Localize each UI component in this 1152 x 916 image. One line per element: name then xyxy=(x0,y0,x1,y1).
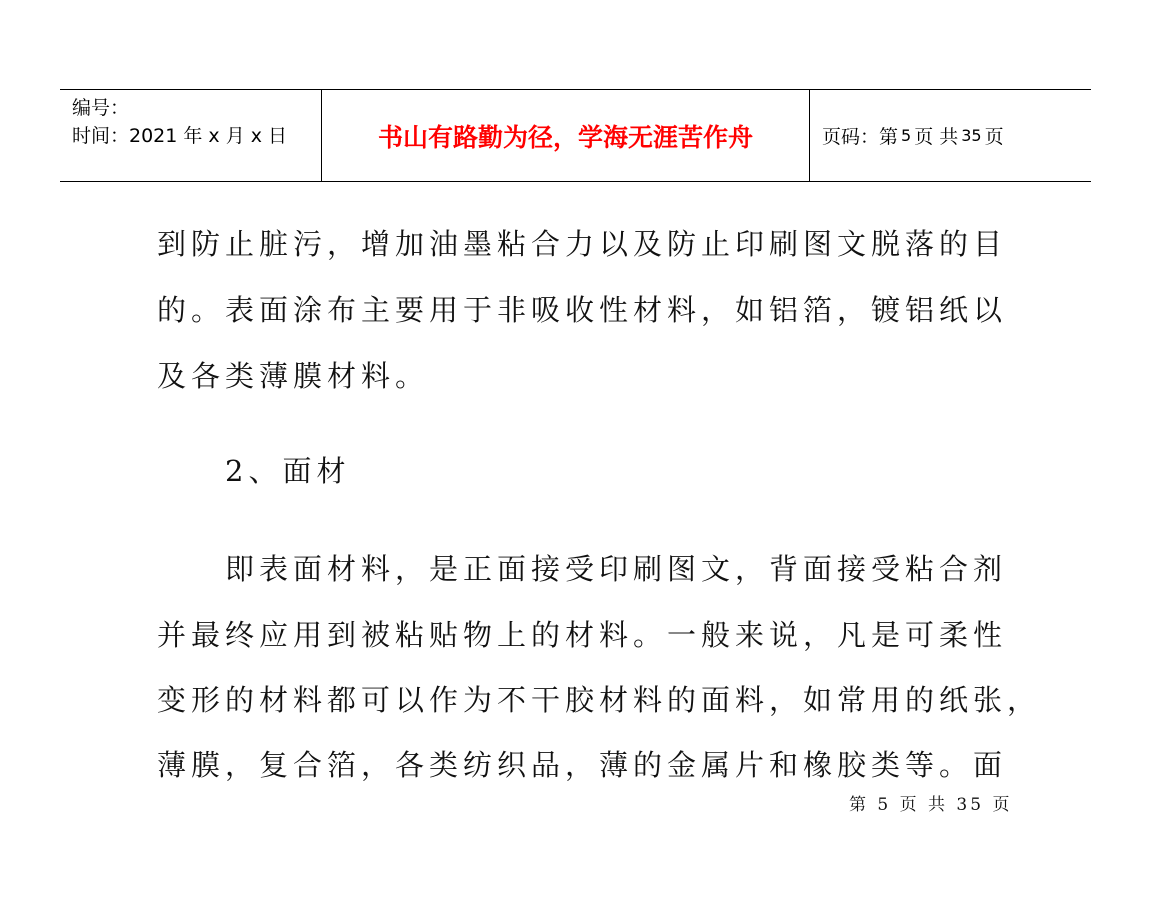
motto-text: 书山有路勤为径，学海无涯苦作舟 xyxy=(377,122,753,152)
page-mid: 页 共 xyxy=(914,126,959,148)
header-page-cell xyxy=(810,90,1091,181)
body-line: 薄膜，复合箔，各类纺织品，薄的金属片和橡胶类等。面 xyxy=(157,748,1008,782)
body-line: 到防止脏污，增加油墨粘合力以及防止印刷图文脱落的目 xyxy=(157,227,1008,261)
body-line: 的。表面涂布主要用于非吸收性材料，如铝箔，镀铝纸以 xyxy=(157,293,1008,327)
page-current: 5 xyxy=(901,126,912,145)
header-meta-cell xyxy=(60,90,322,181)
page-total: 35 xyxy=(961,126,982,145)
document-header xyxy=(60,89,1091,182)
body-line: 即表面材料，是正面接受印刷图文，背面接受粘合剂 xyxy=(157,552,1008,586)
header-motto-cell xyxy=(322,90,810,181)
body-line: 并最终应用到被粘贴物上的材料。一般来说，凡是可柔性 xyxy=(157,618,1008,652)
page-footer: 第 5 页 共 35 页 xyxy=(849,795,1013,815)
section-heading: 2、面材 xyxy=(157,454,351,488)
page-prefix: 页码：第 xyxy=(822,126,899,148)
body-line: 及各类薄膜材料。 xyxy=(157,359,430,393)
serial-number-label: 编号： xyxy=(72,97,130,119)
body-line: 变形的材料都可以作为不干胶材料的面料，如常用的纸张， xyxy=(157,683,1042,717)
page-suffix: 页 xyxy=(984,126,1004,148)
date-label: 时间：2021 年 x 月 x 日 xyxy=(72,125,288,147)
